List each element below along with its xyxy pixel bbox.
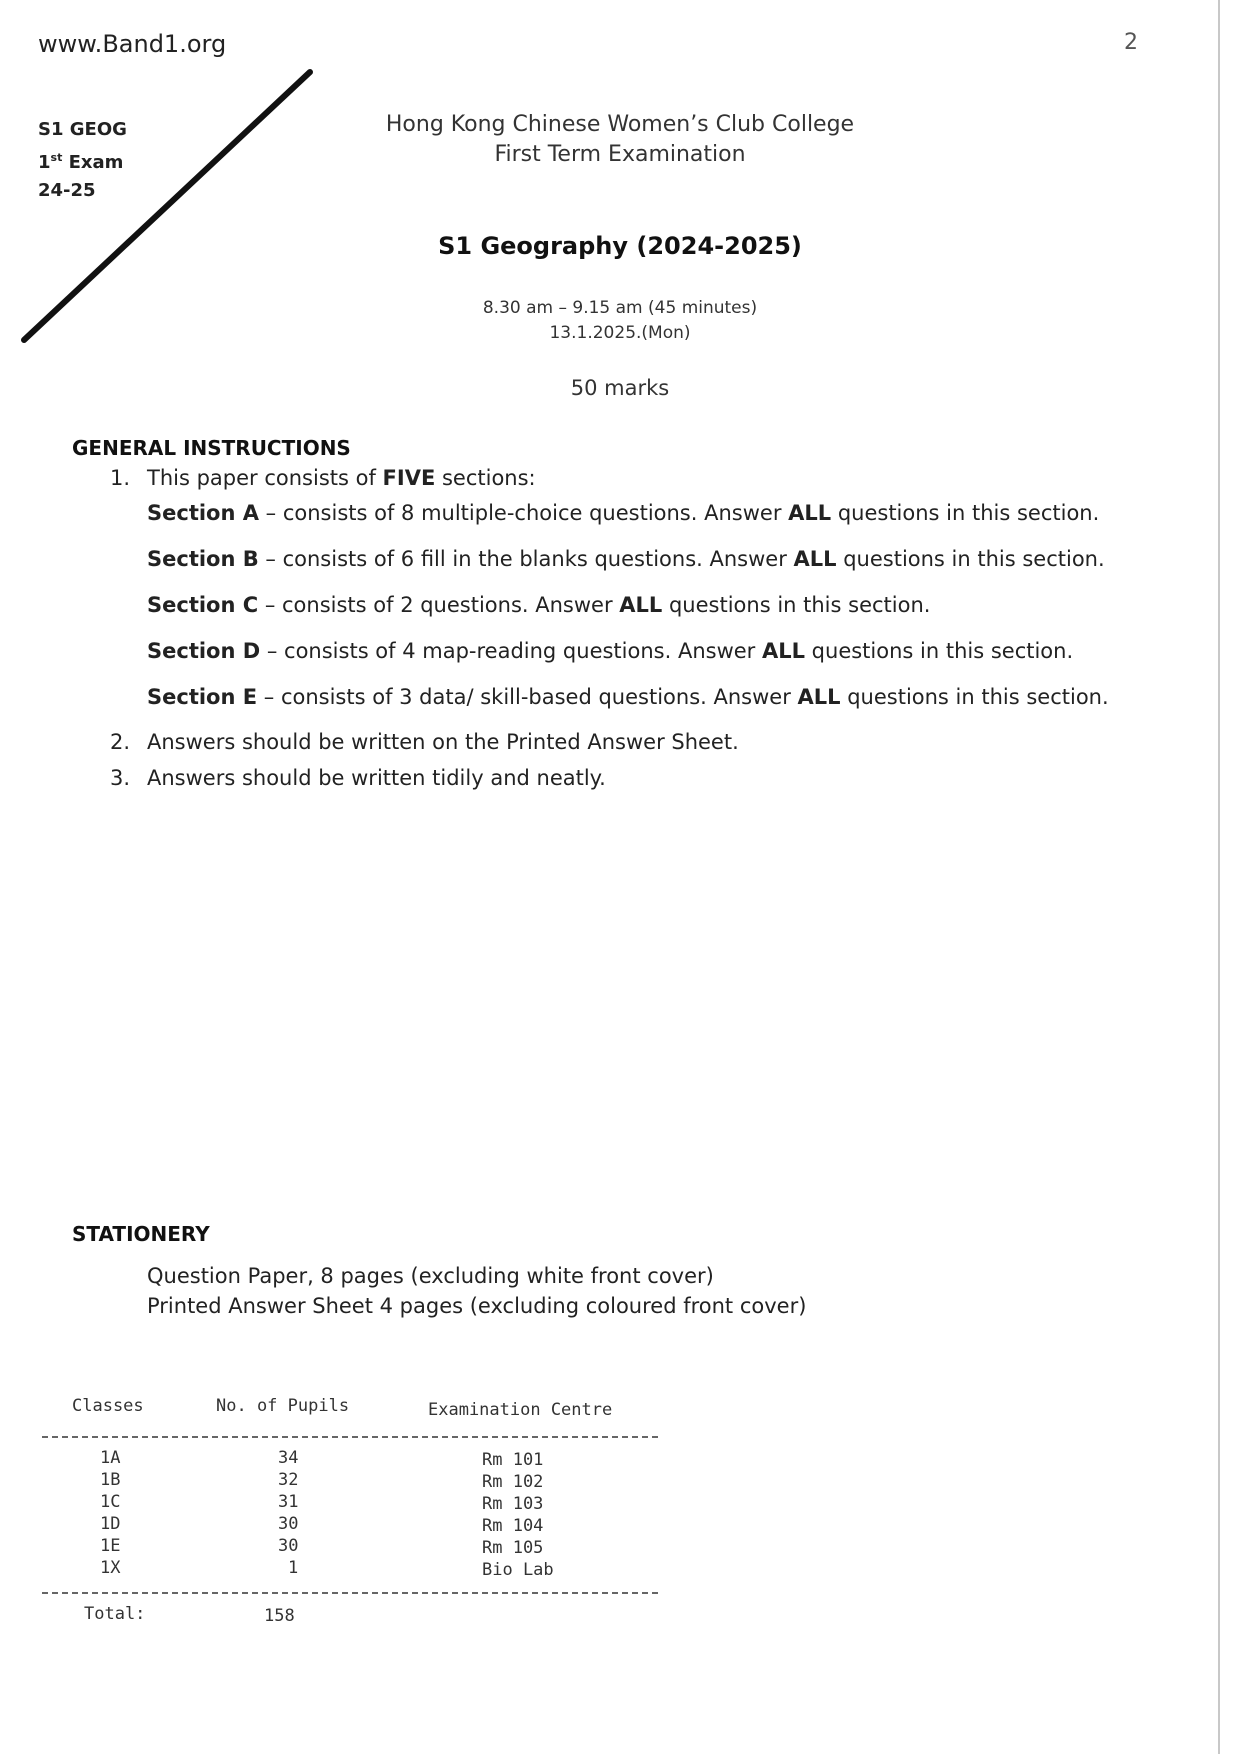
table-cell-pupils: 30 [278, 1514, 299, 1534]
table-cell-room: Rm 103 [482, 1494, 544, 1514]
instruction-item: Answers should be written tidily and neatly. [147, 766, 606, 790]
list-number: 2. [109, 730, 130, 754]
table-cell-class: 1C [100, 1492, 121, 1512]
column-header-pupils: No. of Pupils [216, 1396, 350, 1416]
exam-time: 8.30 am – 9.15 am (45 minutes) [482, 298, 758, 318]
exam-number: 1st Exam [38, 151, 124, 173]
section-line: Section E – consists of 3 data/ skill-based questions. Answer ALL questions in this section. [147, 685, 1109, 709]
table-cell-class: 1A [100, 1448, 121, 1468]
total-label: Total: [84, 1604, 146, 1624]
total-marks: 50 marks [570, 376, 670, 400]
section-line: Section A – consists of 8 multiple-choice questions. Answer ALL questions in this section. [147, 501, 1100, 525]
table-cell-pupils: 34 [278, 1448, 299, 1468]
divider [42, 1436, 658, 1438]
section-line: Section B – consists of 6 fill in the blanks questions. Answer ALL questions in this section. [147, 547, 1105, 571]
divider [42, 1592, 658, 1594]
table-cell-pupils: 31 [278, 1492, 299, 1512]
diagonal-stroke [18, 68, 318, 348]
table-cell-room: Rm 102 [482, 1472, 544, 1492]
table-cell-pupils: 30 [278, 1536, 299, 1556]
scan-mark: 2 [1124, 30, 1138, 55]
table-cell-class: 1X [100, 1558, 121, 1578]
table-cell-class: 1D [100, 1514, 121, 1534]
page-title: S1 Geography (2024-2025) [438, 232, 802, 260]
school-year: 24-25 [38, 180, 96, 201]
total-value: 158 [264, 1606, 295, 1626]
list-number: 3. [109, 766, 130, 790]
general-instructions-heading: GENERAL INSTRUCTIONS [72, 436, 351, 460]
exam-term: First Term Examination [494, 142, 746, 167]
exam-date: 13.1.2025.(Mon) [549, 323, 691, 343]
scan-edge [1218, 0, 1230, 1754]
table-cell-room: Bio Lab [482, 1560, 554, 1580]
table-cell-room: Rm 104 [482, 1516, 544, 1536]
table-cell-pupils: 1 [288, 1558, 299, 1578]
section-line: Section D – consists of 4 map-reading questions. Answer ALL questions in this section. [147, 639, 1074, 663]
table-cell-pupils: 32 [278, 1470, 299, 1490]
instruction-item: Answers should be written on the Printed Answer Sheet. [147, 730, 739, 754]
column-header-classes: Classes [72, 1396, 144, 1416]
table-cell-room: Rm 101 [482, 1450, 544, 1470]
stationery-heading: STATIONERY [72, 1222, 210, 1246]
instruction-item: This paper consists of FIVE sections: [147, 466, 536, 490]
school-name: Hong Kong Chinese Women’s Club College [385, 112, 855, 137]
table-cell-class: 1B [100, 1470, 121, 1490]
course-code: S1 GEOG [38, 119, 127, 140]
column-header-centre: Examination Centre [428, 1400, 613, 1420]
section-line: Section C – consists of 2 questions. Answer ALL questions in this section. [147, 593, 931, 617]
list-number: 1. [109, 466, 130, 490]
watermark: www.Band1.org [38, 30, 227, 58]
stationery-item: Printed Answer Sheet 4 pages (excluding coloured front cover) [147, 1294, 807, 1318]
table-cell-class: 1E [100, 1536, 121, 1556]
table-cell-room: Rm 105 [482, 1538, 544, 1558]
stationery-item: Question Paper, 8 pages (excluding white front cover) [147, 1264, 714, 1288]
